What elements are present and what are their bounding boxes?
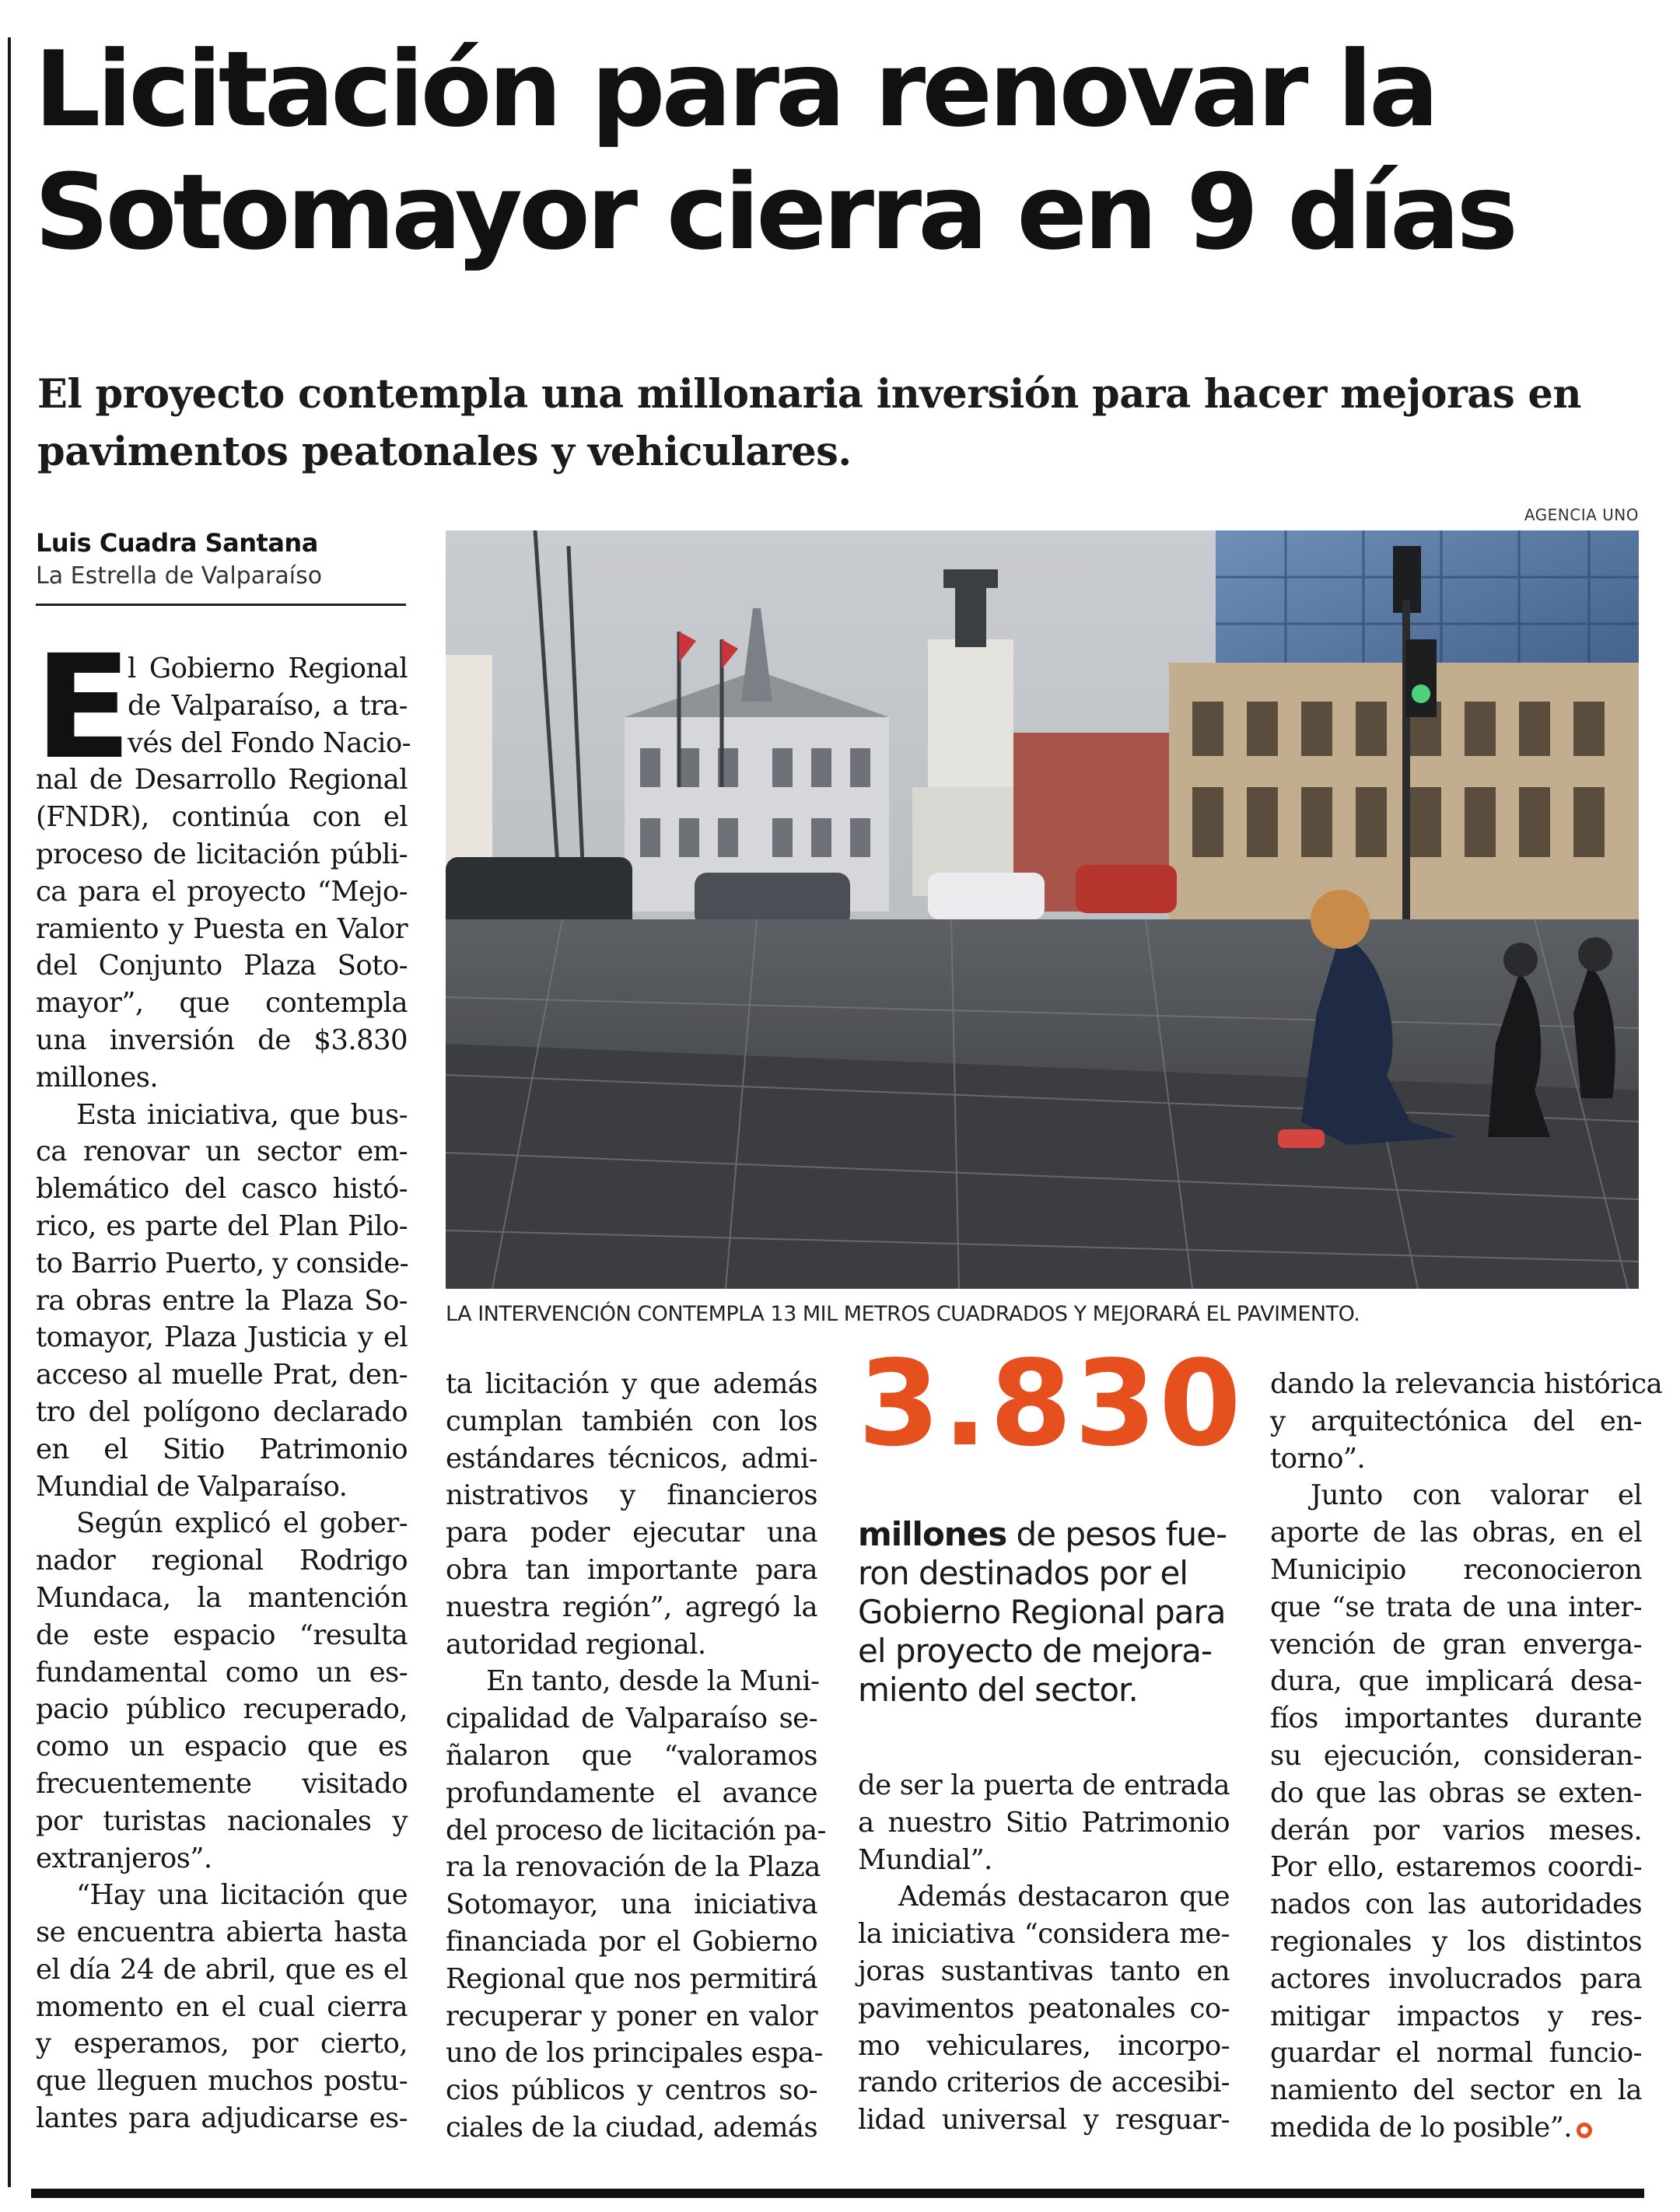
body-line: recuperar y poner en valor	[446, 2000, 817, 2032]
body-line: y arquitectónica del en-	[1270, 1405, 1642, 1437]
body-line: regionales y los distintos	[1270, 1925, 1642, 1958]
highlight-text	[858, 1515, 1239, 1710]
body-line: ta licitación y que además	[446, 1368, 817, 1400]
body-line: ca renovar un sector em-	[36, 1136, 408, 1168]
photo-caption: LA INTERVENCIÓN CONTEMPLA 13 MIL METROS CUADRADOS Y MEJORARÁ EL PAVIMENTO.	[446, 1302, 1360, 1326]
body-line: Esta iniciativa, que bus-	[76, 1098, 408, 1131]
body-line: momento en el cual cierra	[36, 1990, 408, 2023]
body-line: l Gobierno Regional	[128, 653, 408, 684]
body-line: Regional que nos permitirá	[446, 1962, 817, 1995]
article-photo	[446, 530, 1639, 1289]
highlight-line-rest: de pesos fue-	[1006, 1515, 1227, 1553]
body-line: profundamente el avance	[446, 1776, 817, 1809]
body-line: nal de Desarrollo Regional	[36, 764, 408, 796]
body-line: estándares técnicos, admi-	[446, 1442, 817, 1475]
body-line: mayor”, que contempla	[36, 987, 408, 1020]
body-line: vención de gran envergа-	[1270, 1628, 1642, 1661]
highlight-figure: 3.830	[858, 1335, 1244, 1472]
body-line: obra tan importante para	[446, 1553, 817, 1586]
body-line: acceso al muelle Prat, den-	[36, 1359, 408, 1391]
body-line: como un espacio que es	[36, 1731, 408, 1763]
highlight-bold: millones	[858, 1515, 1007, 1553]
body-line: aporte de las obras, en el	[1270, 1517, 1642, 1549]
body-line: rico, es parte del Plan Pilo-	[36, 1209, 408, 1242]
body-line: que lleguen muchos postu-	[36, 2065, 408, 2098]
body-line: Municipio reconocieron	[1270, 1553, 1642, 1586]
body-line: dando la relevancia histórica	[1270, 1368, 1663, 1400]
body-line: Además destacaron que	[898, 1881, 1230, 1913]
body-line: nuestra región”, agregó la	[446, 1591, 817, 1623]
body-line: la iniciativa “considera me-	[858, 1918, 1230, 1951]
body-line: que “se trata de una inter-	[1270, 1591, 1642, 1623]
body-line: to Barrio Puerto, y conside-	[36, 1247, 409, 1279]
body-column-3	[858, 1767, 1230, 2139]
byline	[36, 526, 322, 593]
headline-line: Sotomayor cierra en 9 días	[34, 152, 1515, 273]
author-name: Luis Cuadra Santana	[36, 528, 318, 558]
body-line: vés del Fondo Nacio-	[128, 726, 411, 759]
body-line: de Valparaíso, a tra-	[128, 689, 408, 722]
body-line: Sotomayor, una iniciativa	[446, 1888, 817, 1921]
highlight-line: Gobierno Regional para	[858, 1593, 1226, 1631]
body-line: de este espacio “resulta	[36, 1619, 408, 1651]
body-column-2	[446, 1366, 826, 2147]
body-line: cipalidad de Valparaíso se-	[446, 1703, 817, 1735]
body-line: extranjeros”.	[36, 1842, 212, 1874]
body-line: pacio público recuperado,	[36, 1693, 408, 1726]
highlight-line: el proyecto de mejora-	[858, 1632, 1212, 1670]
body-line: derán por varios meses.	[1270, 1814, 1642, 1846]
body-line: tomayor, Plaza Justicia y el	[36, 1321, 408, 1354]
body-line: una inversión de $3.830	[36, 1024, 408, 1056]
body-line: frecuentemente visitado	[36, 1767, 408, 1800]
body-line: lidad universal y resguar-	[858, 2104, 1230, 2137]
drop-cap: E	[34, 625, 132, 791]
body-column-1	[34, 625, 411, 2137]
body-line: en el Sitio Patrimonio	[36, 1433, 408, 1465]
photo-credit: AGENCIA UNO	[1524, 506, 1639, 524]
body-line: para poder ejecutar una	[446, 1517, 817, 1549]
body-line: a nuestro Sitio Patrimonio	[858, 1806, 1230, 1839]
body-line-final	[1270, 2109, 1642, 2147]
body-line: fíos importantes durante	[1270, 1703, 1642, 1735]
body-line: ciales de la ciudad, además	[446, 2111, 818, 2144]
body-line: millones.	[36, 1061, 159, 1094]
body-line: pavimentos peatonales co-	[858, 1992, 1230, 2025]
body-line: mitigar impactos y res-	[1270, 2000, 1642, 2032]
body-line: fundamental como un es-	[36, 1656, 408, 1689]
body-line: ca para el proyecto “Mejo-	[36, 875, 408, 908]
body-line: Mundial de Valparaíso.	[36, 1470, 348, 1503]
body-line-last-text: medida de lo posible”.	[1270, 2111, 1572, 2144]
body-line: se encuentra abierta hasta	[36, 1916, 408, 1949]
body-line: ra obras entre la Plaza So-	[36, 1284, 408, 1317]
body-line: En tanto, desde la Muni-	[486, 1665, 820, 1698]
body-line: Mundial”.	[858, 1843, 992, 1876]
highlight-line	[858, 1515, 1239, 1554]
end-circle-icon	[1577, 2123, 1592, 2138]
body-line: “Hay una licitación que	[76, 1879, 408, 1912]
body-line: y esperamos, por cierto,	[36, 2028, 408, 2060]
bottom-rule	[31, 2189, 1644, 2198]
body-line: lantes para adjudicarse es-	[36, 2102, 408, 2135]
body-line: del Conjunto Plaza Soto-	[36, 950, 408, 982]
body-line: torno”.	[1270, 1442, 1366, 1475]
body-line: blemático del casco histó-	[36, 1173, 408, 1206]
body-line: rando criterios de accesibi-	[858, 2067, 1230, 2099]
deck-line: El proyecto contempla una millonaria inversión para hacer mejoras en	[37, 371, 1581, 418]
body-line: su ejecución, consideran-	[1270, 1739, 1642, 1772]
body-line: proceso de licitación públi-	[36, 838, 408, 870]
body-line: Por ello, estaremos coordi-	[1270, 1851, 1642, 1884]
body-line: mo vehiculares, incorpo-	[858, 2029, 1230, 2062]
body-line: tro del polígono declarado	[36, 1395, 408, 1428]
body-line: Junto con valorar el	[1311, 1479, 1642, 1512]
highlight-line: ron destinados por el	[858, 1554, 1188, 1592]
byline-divider	[36, 604, 406, 606]
body-line: ramiento y Puesta en Valor	[36, 912, 408, 945]
body-line: dura, que implicará desa-	[1270, 1665, 1642, 1698]
body-line: namiento del sector en la	[1270, 2074, 1642, 2107]
body-line: el día 24 de abril, que es el	[36, 1953, 408, 1986]
body-line: actores involucrados para	[1270, 1962, 1642, 1995]
headline-line: Licitación para renovar la	[34, 29, 1436, 150]
body-line: financiada por el Gobierno	[446, 1925, 817, 1958]
body-line: autoridad regional.	[446, 1628, 706, 1661]
headline	[34, 28, 1660, 274]
body-line: ñalaron que “valoramos	[446, 1739, 817, 1772]
body-line: uno de los principales espa-	[446, 2037, 823, 2070]
body-line: del proceso de licitación pa-	[446, 1814, 826, 1846]
body-line: joras sustantivas tanto en	[858, 1955, 1230, 1987]
body-line: ra la renovación de la Plaza	[446, 1851, 821, 1884]
body-line: nistrativos y financieros	[446, 1479, 817, 1512]
body-line: cios públicos y centros so-	[446, 2074, 817, 2107]
body-line: guardar el normal funcio-	[1270, 2037, 1642, 2070]
body-line: nador regional Rodrigo	[36, 1545, 408, 1577]
body-line: Según explicó el gober-	[76, 1507, 408, 1540]
highlight-line: miento del sector.	[858, 1671, 1138, 1709]
plaza-photo-illustration	[446, 530, 1639, 1289]
body-line: de ser la puerta de entrada	[858, 1769, 1230, 1801]
body-line: nados con las autoridades	[1270, 1888, 1642, 1921]
body-line: Mundaca, la mantención	[36, 1581, 408, 1614]
body-line: por turistas nacionales y	[36, 1804, 408, 1837]
left-column-rule	[8, 37, 11, 2187]
body-line: (FNDR), continúa con el	[36, 801, 408, 834]
body-line: cumplan también con los	[446, 1405, 817, 1437]
deck-subtitle	[37, 366, 1655, 481]
body-column-4	[1270, 1366, 1663, 2147]
deck-line: pavimentos peatonales y vehiculares.	[37, 429, 852, 475]
publication-name: La Estrella de Valparaíso	[36, 562, 323, 590]
body-line: do que las obras se exten-	[1270, 1776, 1642, 1809]
